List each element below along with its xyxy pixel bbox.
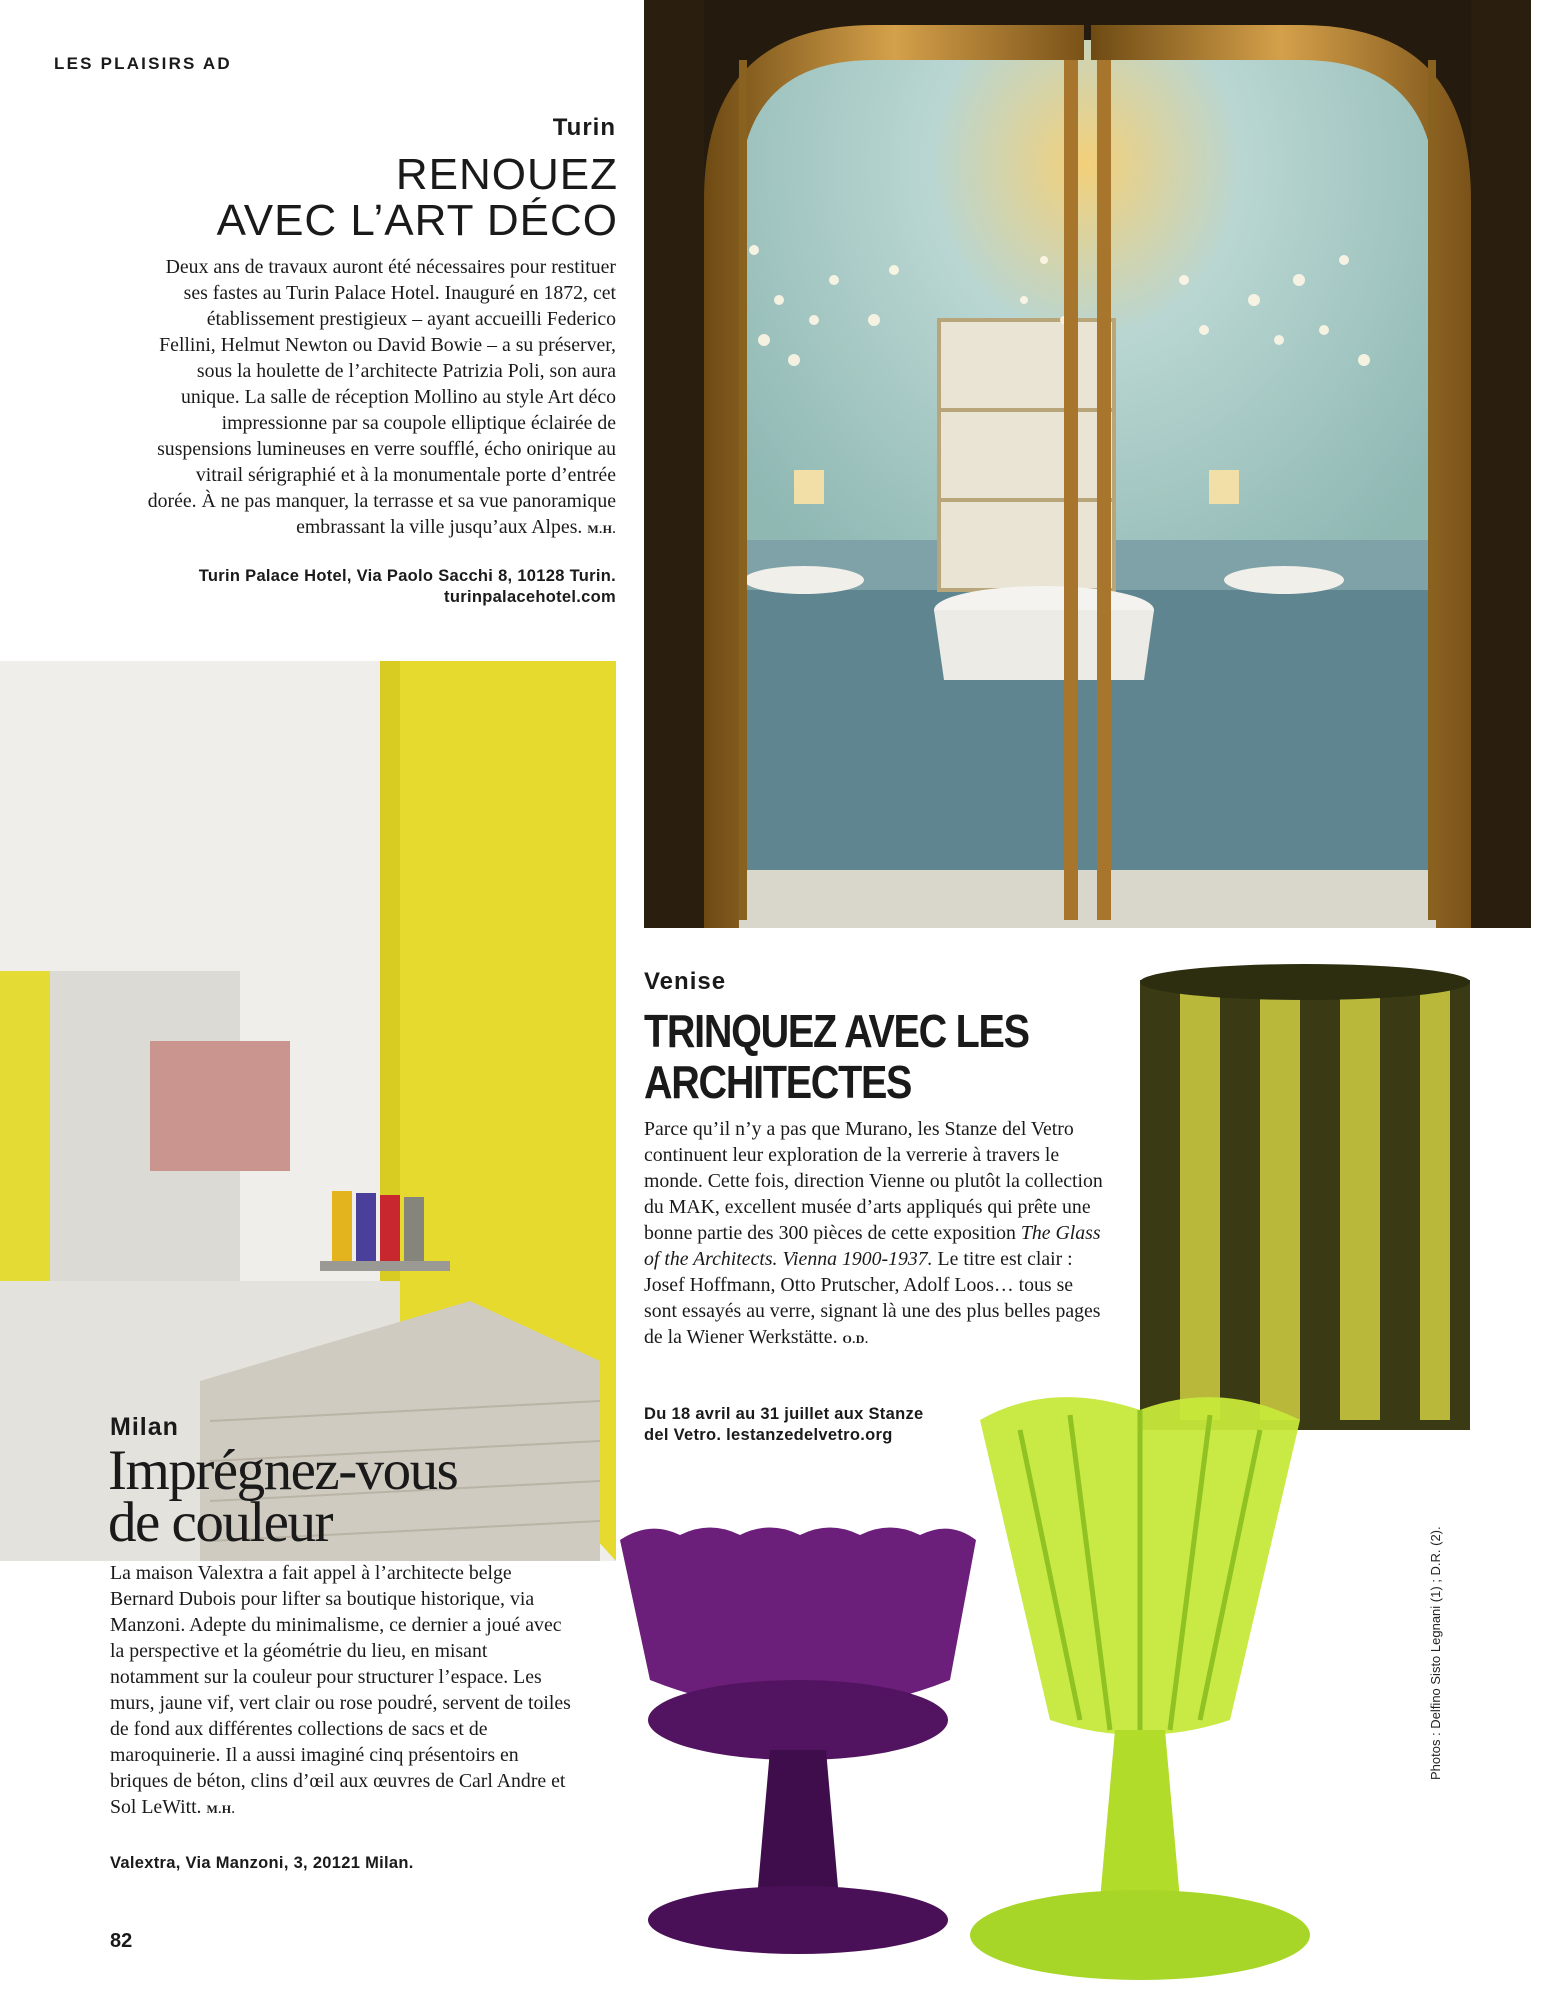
venise-body-text-2: Le titre est clair : Josef Hoffmann, Otto Prutscher, Adolf Loos… tous se sont essayés au verre, signant là une des plus belles pages de la Wiener Werkstätte. (644, 1248, 1101, 1348)
turin-headline (217, 152, 618, 244)
turin-signature: M.H. (587, 522, 616, 536)
turin-body-text: Deux ans de travaux auront été nécessaires pour restituer ses fastes au Turin Palace Hotel. Inauguré en 1872, cet établissement prestigieux – ayant accueilli Federico Fellini, Helmut Newton ou David Bowie – a su préserver, sous la houlette de l’architecte Patrizia Poli, son aura unique. La salle de réception Mollino au style Art déco impressionne par sa coupole elliptique éclairée de suspensions lumineuses en verre soufflé, écho onirique au vitrail sérigraphié et à la monumentale porte d’entrée dorée. À ne pas manquer, la terrasse et sa vue panoramique embrassant la ville jusqu’aux Alpes. (147, 256, 616, 538)
turin-kicker: Turin (552, 114, 616, 141)
turin-photo-illustration (644, 0, 1531, 928)
milan-body-text: La maison Valextra a fait appel à l’architecte belge Bernard Dubois pour lifter sa boutique historique, via Manzoni. Adepte du minimalisme, ce dernier a joué avec la perspective et la géométrie du lieu, en misant notamment sur la couleur pour structurer l’espace. Les murs, jaune vif, vert clair ou rose poudré, servent de toiles de fond aux différentes collections de sacs et de maroquinerie. Il a aussi imaginé cinq présentoirs en briques de béton, clins d’œil aux œuvres de Carl Andre et Sol LeWitt. (110, 1562, 571, 1818)
turin-caption-website: turinpalacehotel.com (444, 588, 616, 606)
page-number: 82 (110, 1930, 133, 1952)
milan-photo-illustration (0, 661, 616, 1561)
milan-headline (108, 1439, 458, 1554)
venise-headline (644, 1006, 1029, 1108)
milan-boutique-photo (0, 661, 616, 1561)
milan-kicker: Milan (110, 1413, 179, 1441)
photo-credits: Photos : Delfino Sisto Legnani (1) ; D.R. (2). (1428, 1526, 1443, 1780)
venise-exhibition-title: The Glass of the Architects. Vienna 1900-1937. (644, 1222, 1101, 1270)
turin-headline-line1: RENOUEZ (395, 150, 618, 199)
milan-body (110, 1560, 580, 1822)
venise-body-text-1: Parce qu’il n’y a pas que Murano, les Stanze del Vetro continuent leur exploration de la verrerie à travers le monde. Cette fois, direction Vienne ou plutôt la collection du MAK, excellent musée d’arts appliqués qui prête une bonne partie des 300 pièces de cette exposition (644, 1118, 1103, 1244)
venise-caption-dates: Du 18 avril au 31 juillet aux Stanze (644, 1405, 924, 1423)
milan-signature: M.H. (206, 1802, 236, 1816)
turin-restaurant-photo (644, 0, 1531, 928)
venise-caption (644, 1404, 924, 1446)
turin-caption-address: Turin Palace Hotel, Via Paolo Sacchi 8, 10128 Turin. (198, 567, 616, 585)
section-tag: LES PLAISIRS AD (54, 54, 232, 73)
venise-headline-line2: ARCHITECTES (644, 1056, 912, 1108)
milan-headline-line1: Imprégnez-vous (108, 1439, 458, 1502)
turin-caption (199, 566, 616, 608)
venise-headline-line1: TRINQUEZ AVEC LES (644, 1005, 1029, 1057)
venise-signature: O.D. (842, 1332, 869, 1346)
turin-body (146, 254, 616, 542)
turin-headline-line2: AVEC L’ART DÉCO (216, 196, 618, 245)
milan-headline-line2: de couleur (108, 1491, 332, 1554)
milan-caption: Valextra, Via Manzoni, 3, 20121 Milan. (110, 1854, 414, 1872)
venise-kicker: Venise (644, 968, 727, 995)
venise-body (644, 1116, 1104, 1352)
venise-caption-website: del Vetro. lestanzedelvetro.org (644, 1426, 893, 1444)
